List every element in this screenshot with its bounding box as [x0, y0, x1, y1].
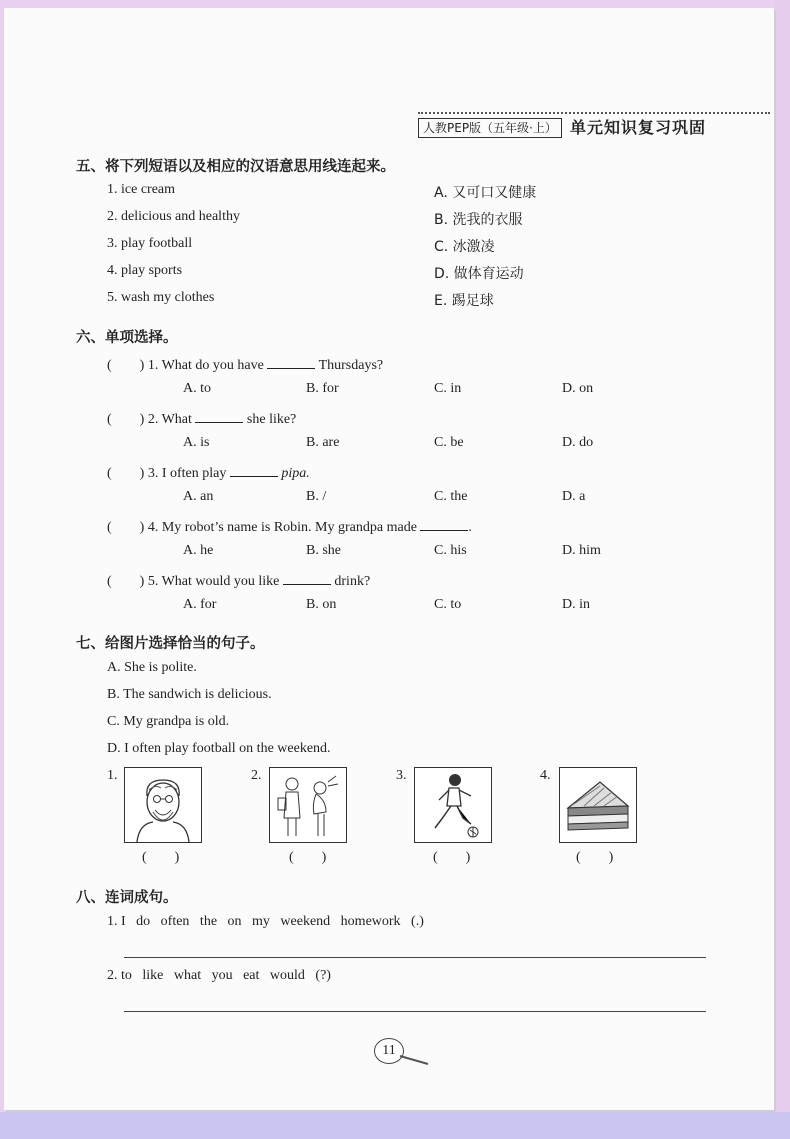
page-number: 11	[374, 1038, 404, 1064]
sentence-d: D. I often play football on the weekend.	[107, 741, 331, 756]
right-margin-band	[774, 0, 790, 1112]
sentence-c: C. My grandpa is old.	[107, 714, 230, 729]
sentence-b: B. The sandwich is delicious.	[107, 687, 272, 702]
picture-grandpa	[124, 767, 202, 843]
picture-3-answer[interactable]: ( )	[433, 850, 471, 865]
page-header	[418, 112, 770, 140]
question-text-end: .	[468, 520, 472, 535]
question-text-end: Thursdays?	[318, 358, 384, 373]
picture-number-4: 4.	[540, 768, 551, 783]
answer-paren[interactable]: ( )	[107, 358, 145, 373]
question-2	[107, 408, 296, 428]
question-number: 4.	[147, 520, 159, 535]
answer-paren[interactable]: ( )	[107, 412, 145, 427]
section-6-title: 六、单项选择。	[76, 330, 178, 346]
scrambled-sentence-2: 2. to like what you eat would (?)	[107, 968, 331, 983]
picture-number-2: 2.	[251, 768, 262, 783]
match-left-3: 3. play football	[107, 236, 193, 251]
q5-option-d[interactable]: D. in	[562, 597, 590, 612]
q4-option-d[interactable]: D. him	[562, 543, 601, 558]
picture-number-1: 1.	[107, 768, 118, 783]
match-right-e: E. 踢足球	[434, 293, 494, 309]
match-right-d: D. 做体育运动	[434, 266, 524, 282]
match-left-1: 1. ice cream	[107, 182, 176, 197]
q2-option-a[interactable]: A. is	[183, 435, 210, 450]
answer-line-1[interactable]	[124, 957, 706, 958]
match-left-4: 4. play sports	[107, 263, 183, 278]
q2-option-b[interactable]: B. are	[306, 435, 340, 450]
sentence-a: A. She is polite.	[107, 660, 197, 675]
q2-option-d[interactable]: D. do	[562, 435, 594, 450]
match-right-a: A. 又可口又健康	[434, 185, 537, 201]
picture-polite	[269, 767, 347, 843]
question-number: 3.	[147, 466, 159, 481]
q5-option-c[interactable]: C. to	[434, 597, 462, 612]
q2-option-c[interactable]: C. be	[434, 435, 464, 450]
question-number: 2.	[147, 412, 159, 427]
picture-sandwich	[559, 767, 637, 843]
question-text-end: she like?	[246, 412, 297, 427]
football-drawing	[415, 768, 491, 842]
answer-paren[interactable]: ( )	[107, 466, 145, 481]
question-text-end: drink?	[334, 574, 371, 589]
q3-option-c[interactable]: C. the	[434, 489, 468, 504]
question-3	[107, 462, 310, 482]
fill-blank[interactable]	[283, 570, 331, 585]
question-text: What do you have	[161, 358, 264, 373]
answer-line-2[interactable]	[124, 1011, 706, 1012]
question-text: What	[161, 412, 192, 427]
picture-number-3: 3.	[396, 768, 407, 783]
match-right-c: C. 冰激凌	[434, 239, 495, 255]
q1-option-c[interactable]: C. in	[434, 381, 462, 396]
section-7-title: 七、给图片选择恰当的句子。	[76, 636, 265, 652]
question-text: I often play	[161, 466, 227, 481]
question-number: 1.	[147, 358, 159, 373]
question-text-end: pipa.	[281, 466, 310, 481]
picture-1-answer[interactable]: ( )	[142, 850, 180, 865]
q4-option-b[interactable]: B. she	[306, 543, 341, 558]
polite-drawing	[270, 768, 346, 842]
bottom-margin-band	[0, 1112, 790, 1139]
question-4	[107, 516, 472, 536]
match-left-5: 5. wash my clothes	[107, 290, 215, 305]
grandpa-drawing	[125, 768, 201, 842]
question-text: What would you like	[161, 574, 280, 589]
section-5-title: 五、将下列短语以及相应的汉语意思用线连起来。	[76, 159, 395, 175]
match-left-2: 2. delicious and healthy	[107, 209, 240, 224]
section-8-title: 八、连词成句。	[76, 890, 178, 906]
fill-blank[interactable]	[230, 462, 278, 477]
q3-option-d[interactable]: D. a	[562, 489, 586, 504]
picture-football	[414, 767, 492, 843]
q1-option-a[interactable]: A. to	[183, 381, 211, 396]
picture-2-answer[interactable]: ( )	[289, 850, 327, 865]
edition-label: 人教PEP版（五年级·上）	[418, 118, 562, 138]
question-5	[107, 570, 370, 590]
pen-icon	[398, 1054, 432, 1066]
sandwich-drawing	[560, 768, 636, 842]
fill-blank[interactable]	[267, 354, 315, 369]
q3-option-a[interactable]: A. an	[183, 489, 214, 504]
question-number: 5.	[147, 574, 159, 589]
q4-option-a[interactable]: A. he	[183, 543, 214, 558]
q3-option-b[interactable]: B. /	[306, 489, 327, 504]
header-title: 单元知识复习巩固	[570, 118, 707, 137]
q1-option-b[interactable]: B. for	[306, 381, 339, 396]
scrambled-sentence-1: 1. I do often the on my weekend homework (.)	[107, 914, 424, 929]
answer-paren[interactable]: ( )	[107, 520, 145, 535]
fill-blank[interactable]	[195, 408, 243, 423]
q5-option-b[interactable]: B. on	[306, 597, 337, 612]
picture-4-answer[interactable]: ( )	[576, 850, 614, 865]
answer-paren[interactable]: ( )	[107, 574, 145, 589]
q4-option-c[interactable]: C. his	[434, 543, 467, 558]
question-text: My robot’s name is Robin. My grandpa made	[161, 520, 417, 535]
fill-blank[interactable]	[420, 516, 468, 531]
match-right-b: B. 洗我的衣服	[434, 212, 523, 228]
q1-option-d[interactable]: D. on	[562, 381, 594, 396]
q5-option-a[interactable]: A. for	[183, 597, 217, 612]
question-1	[107, 354, 383, 374]
